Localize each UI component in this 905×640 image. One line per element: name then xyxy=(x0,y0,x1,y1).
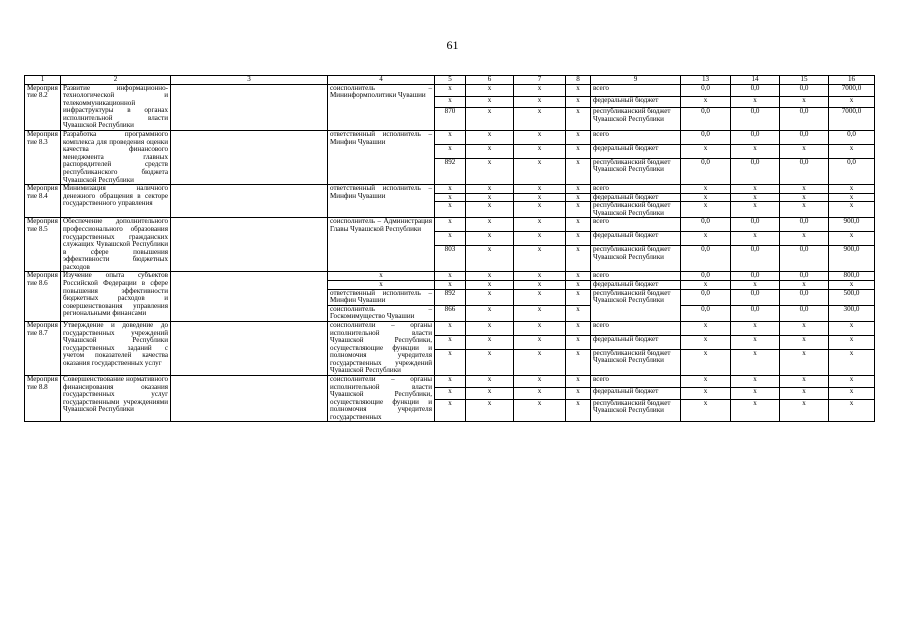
code-cell: x xyxy=(566,84,591,96)
measure-name: Изучение опыта субъектов Российской Федерации в сфере повышения эффективности бюджетных расходов и совершенствования управления региональными финансами xyxy=(61,272,171,321)
code-cell: x xyxy=(514,349,566,375)
code-cell: x xyxy=(514,96,566,108)
measure-id: Мероприятие 8.2 xyxy=(25,84,61,130)
amount-cell: x xyxy=(780,349,829,375)
code-cell: x xyxy=(466,108,514,131)
amount-cell: 0,0 xyxy=(681,246,731,272)
amount-cell: x xyxy=(829,349,875,375)
amount-cell: x xyxy=(681,321,731,335)
code-cell: x xyxy=(566,96,591,108)
measure-name: Развитие информационно-технологической и телекоммуникационной инфраструктуры в органах исполнительной власти Чувашской Республики xyxy=(61,84,171,130)
amount-cell: 900,0 xyxy=(829,218,875,232)
executor-cell: соисполнитель – Администрация Главы Чувашской Республики xyxy=(328,218,435,272)
amount-cell: x xyxy=(681,335,731,349)
code-cell: x xyxy=(514,246,566,272)
executor-cell: ответственный исполнитель – Минфин Чувашии xyxy=(328,289,435,305)
amount-cell: 0,0 xyxy=(731,158,780,184)
amount-cell: x xyxy=(731,185,780,194)
amount-cell: x xyxy=(681,144,731,158)
code-cell: x xyxy=(466,375,514,387)
amount-cell: x xyxy=(829,193,875,202)
code-cell: x xyxy=(435,399,466,422)
code-cell: x xyxy=(466,246,514,272)
measure-id: Мероприятие 8.5 xyxy=(25,218,61,272)
code-cell: x xyxy=(435,272,466,281)
code-cell: x xyxy=(435,281,466,290)
code-cell: x xyxy=(566,108,591,131)
amount-cell: x xyxy=(780,185,829,194)
column-3-cell xyxy=(171,272,328,321)
table-row xyxy=(25,321,875,335)
amount-cell: 0,0 xyxy=(681,289,731,305)
funding-source-cell: республиканский бюджет Чувашской Республики xyxy=(591,349,681,375)
amount-cell: x xyxy=(681,281,731,290)
code-cell: x xyxy=(514,232,566,246)
header-cell: 7 xyxy=(514,76,566,85)
funding-source-cell: всего xyxy=(591,321,681,335)
measure-id: Мероприятие 8.8 xyxy=(25,375,61,421)
page-number: 61 xyxy=(446,38,459,52)
code-cell: x xyxy=(566,144,591,158)
code-cell: x xyxy=(514,202,566,218)
code-cell: x xyxy=(514,289,566,305)
amount-cell: x xyxy=(780,281,829,290)
code-cell: x xyxy=(435,387,466,399)
table-row xyxy=(25,84,875,96)
amount-cell: x xyxy=(731,281,780,290)
code-cell: x xyxy=(514,335,566,349)
code-cell: x xyxy=(435,131,466,145)
amount-cell: x xyxy=(829,375,875,387)
amount-cell: x xyxy=(780,375,829,387)
executor-cell: соисполнители – органы исполнительной власти Чувашской Республики, осуществляющие функции и полномочия учредителя государственных учреждений Чувашской Республики xyxy=(328,321,435,375)
code-cell: x xyxy=(566,375,591,387)
code-cell: x xyxy=(466,193,514,202)
code-cell: x xyxy=(435,84,466,96)
amount-cell: x xyxy=(731,193,780,202)
code-cell: x xyxy=(466,349,514,375)
amount-cell: 0,0 xyxy=(780,305,829,321)
executor-cell: соисполнитель – Мининформполитики Чувашии xyxy=(328,84,435,130)
code-cell: x xyxy=(566,289,591,305)
measure-id: Мероприятие 8.4 xyxy=(25,185,61,218)
funding-source-cell: республиканский бюджет Чувашской Республики xyxy=(591,246,681,272)
amount-cell: 0,0 xyxy=(681,131,731,145)
code-cell: x xyxy=(514,281,566,290)
code-cell: 866 xyxy=(435,305,466,321)
code-cell: x xyxy=(466,281,514,290)
amount-cell: 0,0 xyxy=(780,108,829,131)
amount-cell: x xyxy=(829,399,875,422)
code-cell: x xyxy=(466,272,514,281)
table-row xyxy=(25,272,875,281)
code-cell: x xyxy=(466,158,514,184)
amount-cell: 0,0 xyxy=(780,246,829,272)
code-cell: x xyxy=(514,193,566,202)
amount-cell: 0,0 xyxy=(829,131,875,145)
code-cell: x xyxy=(435,218,466,232)
code-cell: x xyxy=(466,399,514,422)
amount-cell: x xyxy=(731,399,780,422)
code-cell: x xyxy=(566,399,591,422)
measure-name: Минимизация наличного денежного обращения в секторе государственного управления xyxy=(61,185,171,218)
funding-source-cell: федеральный бюджет xyxy=(591,144,681,158)
amount-cell: x xyxy=(681,349,731,375)
amount-cell: x xyxy=(731,232,780,246)
code-cell: x xyxy=(435,96,466,108)
table-row xyxy=(25,131,875,145)
header-cell: 1 xyxy=(25,76,61,85)
code-cell: x xyxy=(566,305,591,321)
amount-cell: 500,0 xyxy=(829,289,875,305)
funding-source-cell: федеральный бюджет xyxy=(591,281,681,290)
amount-cell: 0,0 xyxy=(731,289,780,305)
code-cell: x xyxy=(566,232,591,246)
amount-cell: 0,0 xyxy=(731,108,780,131)
code-cell: x xyxy=(435,193,466,202)
code-cell: x xyxy=(514,144,566,158)
header-cell: 4 xyxy=(328,76,435,85)
header-row xyxy=(25,76,875,85)
executor-cell: ответственный исполнитель – Минфин Чувашии xyxy=(328,185,435,218)
measure-name: Разработка программного комплекса для проведения оценки качества финансового менеджмента главных распорядителей средств республиканского бюджета Чувашской Республики xyxy=(61,131,171,185)
executor-cell: x xyxy=(328,272,435,281)
header-cell: 2 xyxy=(61,76,171,85)
executor-cell: соисполнитель – Госкомимущество Чувашии xyxy=(328,305,435,321)
amount-cell: x xyxy=(780,321,829,335)
amount-cell: x xyxy=(780,202,829,218)
amount-cell: 0,0 xyxy=(681,108,731,131)
code-cell: x xyxy=(514,387,566,399)
code-cell: x xyxy=(466,387,514,399)
funding-source-cell: федеральный бюджет xyxy=(591,96,681,108)
amount-cell: 300,0 xyxy=(829,305,875,321)
amount-cell: x xyxy=(731,202,780,218)
code-cell: x xyxy=(435,335,466,349)
code-cell: x xyxy=(514,158,566,184)
measure-name: Утверждение и доведение до государственных учреждений Чувашской Республики государственных заданий с учетом показателей качества оказания государственных услуг xyxy=(61,321,171,375)
amount-cell: 0,0 xyxy=(780,218,829,232)
column-3-cell xyxy=(171,185,328,218)
amount-cell: 0,0 xyxy=(731,305,780,321)
table-row xyxy=(25,185,875,194)
code-cell: x xyxy=(514,185,566,194)
code-cell: x xyxy=(466,335,514,349)
amount-cell: x xyxy=(780,232,829,246)
code-cell: x xyxy=(514,305,566,321)
code-cell: 892 xyxy=(435,289,466,305)
amount-cell: 900,0 xyxy=(829,246,875,272)
code-cell: x xyxy=(514,321,566,335)
amount-cell: x xyxy=(681,202,731,218)
code-cell: x xyxy=(514,399,566,422)
amount-cell: 7000,0 xyxy=(829,84,875,96)
table-row xyxy=(25,218,875,232)
code-cell: x xyxy=(514,108,566,131)
amount-cell: x xyxy=(681,185,731,194)
funding-source-cell: всего xyxy=(591,272,681,281)
executor-cell: соисполнители – органы исполнительной власти Чувашской Республики, осуществляющие функции и полномочия учредителя государственных xyxy=(328,375,435,421)
amount-cell: x xyxy=(780,335,829,349)
code-cell: x xyxy=(435,349,466,375)
amount-cell: 0,0 xyxy=(681,272,731,281)
code-cell: x xyxy=(566,185,591,194)
amount-cell: x xyxy=(829,144,875,158)
amount-cell: x xyxy=(731,375,780,387)
header-cell: 15 xyxy=(780,76,829,85)
amount-cell: 0,0 xyxy=(780,289,829,305)
header-cell: 14 xyxy=(731,76,780,85)
header-cell: 5 xyxy=(435,76,466,85)
amount-cell: x xyxy=(780,193,829,202)
amount-cell: 0,0 xyxy=(681,158,731,184)
code-cell: x xyxy=(435,375,466,387)
amount-cell: 0,0 xyxy=(731,218,780,232)
executor-cell: ответственный исполнитель – Минфин Чувашии xyxy=(328,131,435,185)
amount-cell: x xyxy=(829,335,875,349)
code-cell: x xyxy=(466,321,514,335)
amount-cell: 0,0 xyxy=(731,272,780,281)
code-cell: x xyxy=(566,202,591,218)
code-cell: x xyxy=(435,185,466,194)
code-cell: x xyxy=(466,185,514,194)
header-cell: 3 xyxy=(171,76,328,85)
amount-cell: 0,0 xyxy=(681,305,731,321)
funding-source-cell: республиканский бюджет Чувашской Республики xyxy=(591,289,681,321)
amount-cell: 0,0 xyxy=(731,246,780,272)
funding-source-cell: федеральный бюджет xyxy=(591,232,681,246)
amount-cell: 0,0 xyxy=(780,84,829,96)
code-cell: 870 xyxy=(435,108,466,131)
funding-source-cell: республиканский бюджет Чувашской Республики xyxy=(591,202,681,218)
amount-cell: x xyxy=(829,96,875,108)
amount-cell: x xyxy=(780,144,829,158)
header-cell: 16 xyxy=(829,76,875,85)
code-cell: x xyxy=(566,281,591,290)
amount-cell: 800,0 xyxy=(829,272,875,281)
code-cell: x xyxy=(466,144,514,158)
funding-source-cell: республиканский бюджет Чувашской Республики xyxy=(591,108,681,131)
column-3-cell xyxy=(171,131,328,185)
column-3-cell xyxy=(171,321,328,375)
amount-cell: x xyxy=(681,193,731,202)
amount-cell: x xyxy=(731,387,780,399)
column-3-cell xyxy=(171,375,328,421)
code-cell: x xyxy=(466,84,514,96)
code-cell: x xyxy=(435,321,466,335)
funding-source-cell: всего xyxy=(591,218,681,232)
amount-cell: 7000,0 xyxy=(829,108,875,131)
amount-cell: x xyxy=(681,399,731,422)
amount-cell: 0,0 xyxy=(681,84,731,96)
amount-cell: 0,0 xyxy=(780,131,829,145)
amount-cell: x xyxy=(731,335,780,349)
funding-source-cell: всего xyxy=(591,131,681,145)
code-cell: 892 xyxy=(435,158,466,184)
code-cell: x xyxy=(435,232,466,246)
amount-cell: x xyxy=(829,281,875,290)
amount-cell: x xyxy=(829,202,875,218)
funding-source-cell: федеральный бюджет xyxy=(591,387,681,399)
amount-cell: x xyxy=(731,321,780,335)
code-cell: x xyxy=(566,335,591,349)
program-table xyxy=(24,75,875,422)
code-cell: x xyxy=(466,218,514,232)
funding-source-cell: республиканский бюджет Чувашской Республики xyxy=(591,399,681,422)
code-cell: x xyxy=(435,202,466,218)
amount-cell: x xyxy=(780,96,829,108)
header-cell: 13 xyxy=(681,76,731,85)
code-cell: x xyxy=(566,272,591,281)
code-cell: x xyxy=(435,144,466,158)
code-cell: x xyxy=(514,131,566,145)
amount-cell: x xyxy=(681,96,731,108)
amount-cell: 0,0 xyxy=(829,158,875,184)
code-cell: x xyxy=(514,84,566,96)
amount-cell: x xyxy=(780,387,829,399)
code-cell: x xyxy=(466,96,514,108)
funding-source-cell: всего xyxy=(591,185,681,194)
code-cell: x xyxy=(566,193,591,202)
header-cell: 6 xyxy=(466,76,514,85)
amount-cell: x xyxy=(681,375,731,387)
code-cell: x xyxy=(466,202,514,218)
code-cell: x xyxy=(566,321,591,335)
measure-id: Мероприятие 8.6 xyxy=(25,272,61,321)
code-cell: x xyxy=(514,375,566,387)
amount-cell: x xyxy=(731,349,780,375)
funding-source-cell: федеральный бюджет xyxy=(591,335,681,349)
measure-id: Мероприятие 8.7 xyxy=(25,321,61,375)
code-cell: x xyxy=(566,218,591,232)
amount-cell: x xyxy=(829,321,875,335)
amount-cell: 0,0 xyxy=(780,158,829,184)
funding-source-cell: федеральный бюджет xyxy=(591,193,681,202)
code-cell: x xyxy=(466,131,514,145)
amount-cell: 0,0 xyxy=(731,131,780,145)
executor-cell: x xyxy=(328,281,435,290)
code-cell: x xyxy=(466,305,514,321)
column-3-cell xyxy=(171,84,328,130)
funding-source-cell: всего xyxy=(591,375,681,387)
code-cell: x xyxy=(466,289,514,305)
funding-source-cell: республиканский бюджет Чувашской Республики xyxy=(591,158,681,184)
amount-cell: x xyxy=(731,96,780,108)
code-cell: x xyxy=(566,131,591,145)
table-row xyxy=(25,375,875,387)
amount-cell: x xyxy=(731,144,780,158)
amount-cell: x xyxy=(780,399,829,422)
code-cell: x xyxy=(466,232,514,246)
code-cell: x xyxy=(566,387,591,399)
code-cell: x xyxy=(514,272,566,281)
code-cell: 803 xyxy=(435,246,466,272)
header-cell: 9 xyxy=(591,76,681,85)
amount-cell: x xyxy=(829,185,875,194)
header-cell: 8 xyxy=(566,76,591,85)
amount-cell: 0,0 xyxy=(731,84,780,96)
measure-name: Совершенствование нормативного финансирования оказания государственных услуг государственными учреждениями Чувашской Республики xyxy=(61,375,171,421)
code-cell: x xyxy=(566,246,591,272)
amount-cell: 0,0 xyxy=(780,272,829,281)
amount-cell: x xyxy=(681,232,731,246)
code-cell: x xyxy=(566,158,591,184)
funding-source-cell: всего xyxy=(591,84,681,96)
amount-cell: x xyxy=(681,387,731,399)
column-3-cell xyxy=(171,218,328,272)
amount-cell: x xyxy=(829,387,875,399)
amount-cell: 0,0 xyxy=(681,218,731,232)
measure-name: Обеспечение дополнительного профессионального образования государственных гражданских служащих Чувашской Республики в сфере повышения эффективности бюджетных расходов xyxy=(61,218,171,272)
code-cell: x xyxy=(566,349,591,375)
measure-id: Мероприятие 8.3 xyxy=(25,131,61,185)
code-cell: x xyxy=(514,218,566,232)
amount-cell: x xyxy=(829,232,875,246)
